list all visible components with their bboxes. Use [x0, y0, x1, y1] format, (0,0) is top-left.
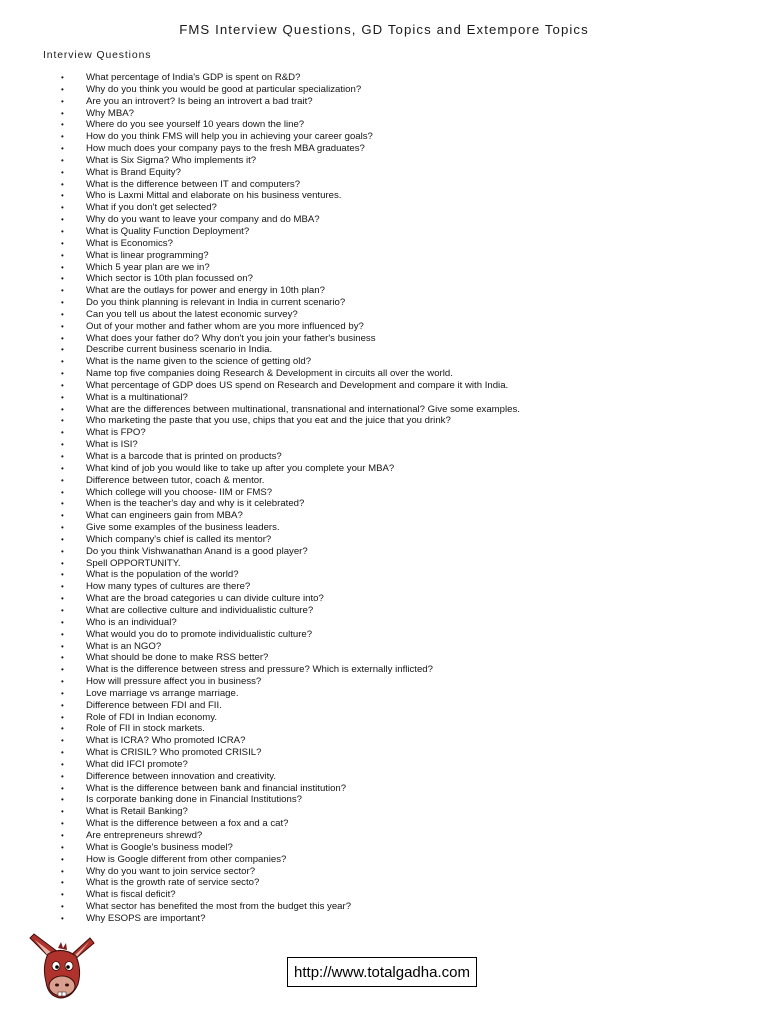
- section-heading: Interview Questions: [43, 50, 152, 61]
- question-text: Why do you want to leave your company and do MBA?: [86, 214, 320, 226]
- bullet-icon: •: [61, 913, 64, 923]
- list-item: [0, 534, 768, 546]
- list-item: [0, 522, 768, 534]
- list-item: [0, 617, 768, 629]
- list-item: [0, 854, 768, 866]
- bullet-icon: •: [61, 677, 64, 687]
- question-text: Give some examples of the business leaders.: [86, 522, 280, 534]
- question-text: Why do you want to join service sector?: [86, 865, 256, 877]
- bullet-icon: •: [61, 238, 64, 248]
- donkey-mascot-icon: [28, 930, 100, 1000]
- bullet-icon: •: [61, 369, 64, 379]
- list-item: [0, 771, 768, 783]
- bullet-icon: •: [61, 878, 64, 888]
- bullet-icon: •: [61, 203, 64, 213]
- bullet-icon: •: [61, 155, 64, 165]
- bullet-icon: •: [61, 558, 64, 568]
- bullet-icon: •: [61, 771, 64, 781]
- list-item: [0, 475, 768, 487]
- list-item: [0, 273, 768, 285]
- bullet-icon: •: [61, 629, 64, 639]
- question-text: Who is an individual?: [86, 616, 177, 628]
- bullet-icon: •: [61, 132, 64, 142]
- question-text: What is Six Sigma? Who implements it?: [86, 154, 257, 166]
- question-text: How will pressure affect you in business?: [86, 676, 262, 688]
- question-text: Are you an introvert? Is being an introvert a bad trait?: [86, 95, 313, 107]
- list-item: [0, 901, 768, 913]
- bullet-icon: •: [61, 286, 64, 296]
- bullet-icon: •: [61, 570, 64, 580]
- bullet-icon: •: [61, 902, 64, 912]
- list-item: [0, 84, 768, 96]
- list-item: [0, 700, 768, 712]
- bullet-icon: •: [61, 487, 64, 497]
- question-text: Are entrepreneurs shrewd?: [86, 830, 203, 841]
- list-item: [0, 747, 768, 759]
- question-text: What is the difference between bank and financial institution?: [86, 782, 347, 794]
- question-text: What is ICRA? Who promoted ICRA?: [86, 735, 246, 747]
- bullet-icon: •: [61, 665, 64, 675]
- question-text: Describe current business scenario in India.: [86, 344, 273, 356]
- question-text: Role of FII in stock markets.: [86, 723, 205, 735]
- list-item: [0, 818, 768, 830]
- list-item: [0, 214, 768, 226]
- question-text: What is Retail Banking?: [86, 806, 188, 818]
- list-item: [0, 830, 768, 842]
- question-text: What does your father do? Why don't you join your father's business: [86, 332, 376, 344]
- question-list: [0, 72, 768, 925]
- question-text: Why MBA?: [86, 107, 134, 119]
- list-item: [0, 226, 768, 238]
- list-item: [0, 415, 768, 427]
- bullet-icon: •: [61, 617, 64, 627]
- list-item: [0, 783, 768, 795]
- question-text: Which sector is 10th plan focussed on?: [86, 273, 253, 285]
- bullet-icon: •: [61, 345, 64, 355]
- bullet-icon: •: [61, 73, 64, 82]
- bullet-icon: •: [61, 452, 64, 461]
- bullet-icon: •: [61, 724, 64, 734]
- question-text: Is corporate banking done in Financial Institutions?: [86, 794, 302, 806]
- bullet-icon: •: [61, 191, 64, 201]
- bullet-icon: •: [61, 440, 64, 450]
- list-item: [0, 877, 768, 889]
- question-text: What is linear programming?: [86, 249, 209, 261]
- question-text: What can engineers gain from MBA?: [86, 510, 243, 522]
- list-item: [0, 913, 768, 925]
- list-item: [0, 889, 768, 901]
- bullet-icon: •: [61, 854, 64, 864]
- question-text: What are the outlays for power and energy in 10th plan?: [86, 285, 325, 297]
- bullet-icon: •: [61, 179, 64, 189]
- list-item: [0, 593, 768, 605]
- bullet-icon: •: [61, 890, 64, 900]
- list-item: [0, 96, 768, 108]
- question-text: What percentage of India's GDP is spent on R&D?: [86, 72, 301, 83]
- bullet-icon: •: [61, 736, 64, 746]
- website-url[interactable]: http://www.totalgadha.com: [294, 963, 470, 981]
- bullet-icon: •: [61, 262, 64, 272]
- question-text: What is CRISIL? Who promoted CRISIL?: [86, 747, 262, 759]
- list-item: [0, 202, 768, 214]
- bullet-icon: •: [61, 309, 64, 319]
- list-item: [0, 155, 768, 167]
- list-item: [0, 641, 768, 653]
- bullet-icon: •: [61, 463, 64, 473]
- question-text: What is Google's business model?: [86, 841, 233, 853]
- bullet-icon: •: [61, 108, 64, 118]
- question-text: What is fiscal deficit?: [86, 889, 176, 901]
- bullet-icon: •: [61, 807, 64, 817]
- bullet-icon: •: [61, 404, 64, 414]
- bullet-icon: •: [61, 84, 64, 94]
- question-text: Difference between innovation and creativity.: [86, 770, 277, 782]
- bullet-icon: •: [61, 546, 64, 556]
- list-item: [0, 712, 768, 724]
- bullet-icon: •: [61, 511, 64, 521]
- question-text: What are the broad categories u can divide culture into?: [86, 593, 324, 605]
- list-item: [0, 190, 768, 202]
- question-text: Difference between tutor, coach & mentor.: [86, 474, 265, 486]
- list-item: [0, 344, 768, 356]
- question-text: What is the difference between a fox and a cat?: [86, 818, 289, 830]
- bullet-icon: •: [61, 866, 64, 876]
- bullet-icon: •: [61, 380, 64, 390]
- list-item: [0, 108, 768, 120]
- list-item: [0, 629, 768, 641]
- list-item: [0, 652, 768, 664]
- list-item: [0, 380, 768, 392]
- bullet-icon: •: [61, 795, 64, 805]
- question-text: Can you tell us about the latest economic survey?: [86, 308, 298, 320]
- list-item: [0, 167, 768, 179]
- list-item: [0, 581, 768, 593]
- bullet-icon: •: [61, 215, 64, 225]
- list-item: [0, 72, 768, 84]
- question-text: What is the difference between IT and computers?: [86, 178, 301, 190]
- bullet-icon: •: [61, 274, 64, 284]
- list-item: [0, 546, 768, 558]
- bullet-icon: •: [61, 499, 64, 509]
- bullet-icon: •: [61, 534, 64, 544]
- question-text: Spell OPPORTUNITY.: [86, 557, 181, 569]
- question-text: What percentage of GDP does US spend on Research and Development and compare it with India.: [86, 379, 509, 391]
- bullet-icon: •: [61, 641, 64, 651]
- question-text: What did IFCI promote?: [86, 758, 188, 770]
- list-item: [0, 735, 768, 747]
- bullet-icon: •: [61, 594, 64, 604]
- list-item: [0, 404, 768, 416]
- list-item: [0, 131, 768, 143]
- question-text: What is a multinational?: [86, 391, 188, 403]
- question-text: Who is Laxmi Mittal and elaborate on his business ventures.: [86, 190, 342, 202]
- question-text: How do you think FMS will help you in achieving your career goals?: [86, 131, 373, 143]
- question-text: Do you think planning is relevant in India in current scenario?: [86, 297, 346, 309]
- bullet-icon: •: [61, 120, 64, 130]
- list-item: [0, 605, 768, 617]
- question-text: Difference between FDI and FII.: [86, 699, 222, 711]
- question-text: What should be done to make RSS better?: [86, 652, 269, 664]
- list-item: [0, 676, 768, 688]
- bullet-icon: •: [61, 96, 64, 106]
- bullet-icon: •: [61, 831, 64, 840]
- question-text: What are collective culture and individualistic culture?: [86, 604, 314, 616]
- list-item: [0, 368, 768, 380]
- list-item: [0, 842, 768, 854]
- bullet-icon: •: [61, 250, 64, 260]
- list-item: [0, 866, 768, 878]
- bullet-icon: •: [61, 298, 64, 308]
- bullet-icon: •: [61, 783, 64, 793]
- question-text: Which company's chief is called its mentor?: [86, 533, 272, 545]
- bullet-icon: •: [61, 144, 64, 154]
- bullet-icon: •: [61, 333, 64, 343]
- list-item: [0, 333, 768, 345]
- bullet-icon: •: [61, 321, 64, 331]
- bullet-icon: •: [61, 226, 64, 236]
- question-text: Which 5 year plan are we in?: [86, 261, 210, 273]
- bullet-icon: •: [61, 357, 64, 367]
- question-text: What is Economics?: [86, 237, 173, 249]
- bullet-icon: •: [61, 582, 64, 592]
- bullet-icon: •: [61, 700, 64, 710]
- list-item: [0, 806, 768, 818]
- question-text: What is the difference between stress and pressure? Which is externally inflicted?: [86, 664, 433, 676]
- list-item: [0, 463, 768, 475]
- bullet-icon: •: [61, 167, 64, 177]
- list-item: [0, 250, 768, 262]
- bullet-icon: •: [61, 475, 64, 485]
- list-item: [0, 569, 768, 581]
- question-text: Name top five companies doing Research & Development in circuits all over the world.: [86, 368, 453, 380]
- question-text: Why ESOPS are important?: [86, 912, 206, 924]
- list-item: [0, 309, 768, 321]
- question-text: What are the differences between multinational, transnational and international? Give some examples.: [86, 403, 520, 415]
- bullet-icon: •: [61, 653, 64, 663]
- question-text: What is a barcode that is printed on products?: [86, 451, 282, 462]
- list-item: [0, 356, 768, 368]
- question-text: Do you think Vishwanathan Anand is a good player?: [86, 545, 308, 557]
- question-text: What if you don't get selected?: [86, 202, 217, 214]
- list-item: [0, 238, 768, 250]
- question-text: Out of your mother and father whom are you more influenced by?: [86, 320, 364, 332]
- question-text: Who marketing the paste that you use, chips that you eat and the juice that you drink?: [86, 415, 451, 427]
- website-url-box[interactable]: [287, 957, 477, 987]
- list-item: [0, 794, 768, 806]
- question-text: When is the teacher's day and why is it celebrated?: [86, 498, 305, 510]
- question-text: What would you do to promote individualistic culture?: [86, 628, 313, 640]
- question-text: What is an NGO?: [86, 640, 162, 652]
- question-text: How much does your company pays to the fresh MBA graduates?: [86, 143, 365, 155]
- bullet-icon: •: [61, 819, 64, 829]
- question-text: Where do you see yourself 10 years down the line?: [86, 119, 305, 131]
- bullet-icon: •: [61, 523, 64, 533]
- list-item: [0, 392, 768, 404]
- bullet-icon: •: [61, 712, 64, 722]
- list-item: [0, 119, 768, 131]
- list-item: [0, 558, 768, 570]
- question-text: What kind of job you would like to take up after you complete your MBA?: [86, 462, 395, 474]
- list-item: [0, 321, 768, 333]
- question-text: What is Quality Function Deployment?: [86, 225, 250, 237]
- question-text: What is the name given to the science of getting old?: [86, 356, 312, 368]
- question-text: What is FPO?: [86, 427, 146, 439]
- list-item: [0, 297, 768, 309]
- list-item: [0, 664, 768, 676]
- question-text: What is the population of the world?: [86, 569, 239, 581]
- bullet-icon: •: [61, 416, 64, 426]
- list-item: [0, 285, 768, 297]
- question-text: What is ISI?: [86, 439, 138, 451]
- question-text: How many types of cultures are there?: [86, 581, 251, 593]
- bullet-icon: •: [61, 748, 64, 758]
- list-item: [0, 439, 768, 451]
- bullet-icon: •: [61, 605, 64, 615]
- bullet-icon: •: [61, 428, 64, 438]
- question-text: What is Brand Equity?: [86, 166, 181, 178]
- question-text: How is Google different from other companies?: [86, 853, 287, 865]
- question-text: What sector has benefited the most from the budget this year?: [86, 901, 352, 913]
- bullet-icon: •: [61, 842, 64, 852]
- question-text: Which college will you choose- IIM or FMS?: [86, 486, 273, 498]
- list-item: [0, 179, 768, 191]
- question-text: What is the growth rate of service secto?: [86, 877, 260, 889]
- list-item: [0, 143, 768, 155]
- bullet-icon: •: [61, 688, 64, 698]
- list-item: [0, 759, 768, 771]
- question-text: Role of FDI in Indian economy.: [86, 711, 218, 723]
- list-item: [0, 262, 768, 274]
- page-title: FMS Interview Questions, GD Topics and Extempore Topics: [179, 22, 589, 37]
- list-item: [0, 688, 768, 700]
- list-item: [0, 510, 768, 522]
- list-item: [0, 427, 768, 439]
- bullet-icon: •: [61, 392, 64, 402]
- question-text: Why do you think you would be good at particular specialization?: [86, 83, 362, 95]
- question-text: Love marriage vs arrange marriage.: [86, 687, 239, 699]
- list-item: [0, 451, 768, 463]
- bullet-icon: •: [61, 759, 64, 769]
- list-item: [0, 487, 768, 499]
- list-item: [0, 723, 768, 735]
- list-item: [0, 498, 768, 510]
